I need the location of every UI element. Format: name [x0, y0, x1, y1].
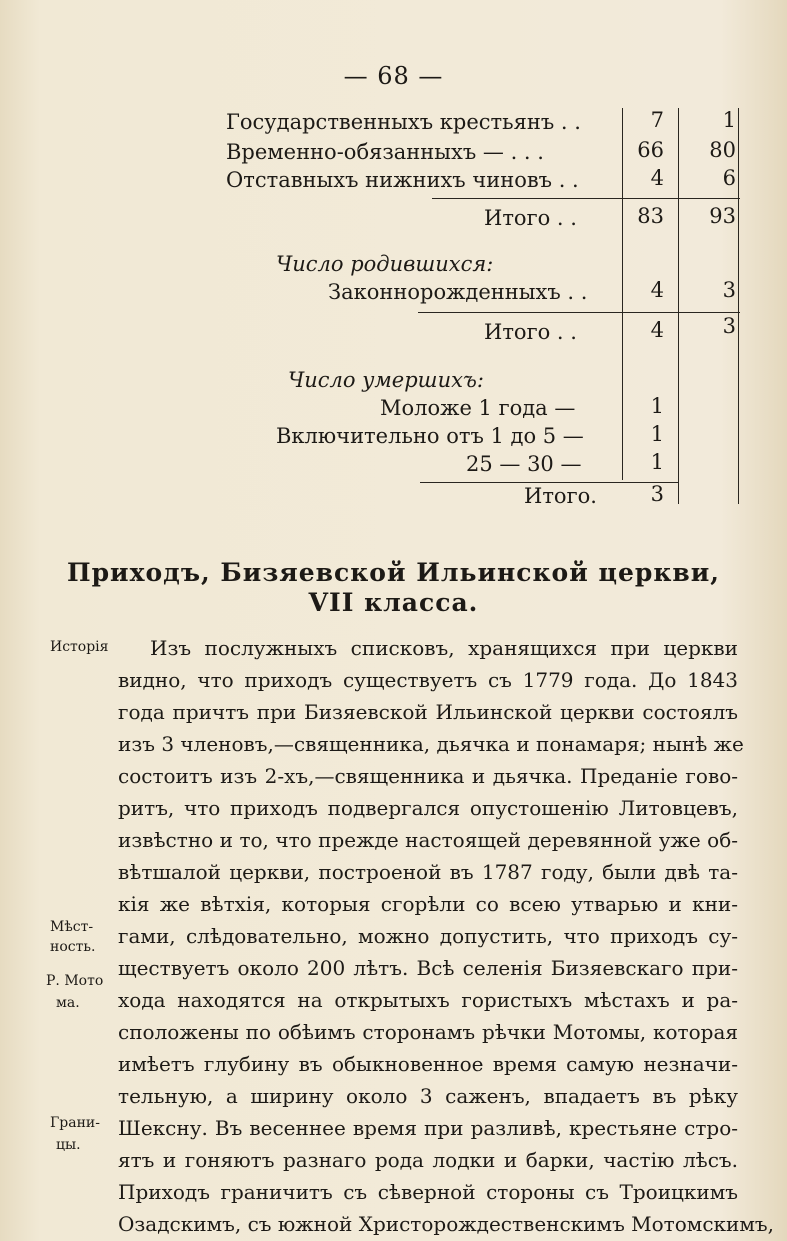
- text-line: кія же вѣтхія, которыя сгорѣли со всею утварью и кни-: [118, 892, 738, 916]
- table-total-rule: [418, 312, 740, 313]
- margin-note-borders: Грани-: [50, 1115, 100, 1131]
- text-line: имѣетъ глубину въ обыкновенное время самую незначи-: [118, 1052, 738, 1076]
- body-paragraph: [118, 632, 775, 1240]
- table-total-cell: 3: [722, 314, 736, 338]
- table-cell: 6: [722, 166, 736, 190]
- table-cell: 1: [650, 394, 664, 418]
- table-total-label: Итого . .: [484, 320, 577, 344]
- table-section-heading: Число умершихъ:: [288, 368, 485, 392]
- table-cell: 1: [650, 450, 664, 474]
- text-line: Изъ послужныхъ списковъ, хранящихся при церкви: [150, 636, 738, 660]
- table-cell: 3: [722, 278, 736, 302]
- table-total-cell: 3: [650, 482, 664, 506]
- margin-note-river: ма.: [56, 995, 80, 1011]
- table-row-label: Временно-обязанныхъ — . . .: [226, 140, 544, 164]
- section-heading: Приходъ, Бизяевской Ильинской церкви,: [66, 558, 721, 587]
- margin-note-locality: Мѣст-: [50, 919, 94, 935]
- table-row-label: 25 — 30 —: [466, 452, 582, 476]
- table-cell: 1: [722, 108, 736, 132]
- table-total-cell: 93: [709, 204, 736, 228]
- table-cell: 7: [650, 108, 664, 132]
- table-total-cell: 83: [637, 204, 664, 228]
- text-line: года причтъ при Бизяевской Ильинской церкви состоялъ: [118, 700, 738, 724]
- text-line: тельную, а ширину около 3 саженъ, впадаетъ въ рѣку: [118, 1084, 738, 1108]
- table-row-label: Отставныхъ нижнихъ чиновъ . .: [226, 168, 579, 192]
- text-line: Приходъ граничитъ съ сѣверной стороны съ Троицкимъ: [118, 1180, 738, 1204]
- table-total-label: Итого.: [524, 484, 597, 508]
- text-line: вѣтшалой церкви, построеной въ 1787 году, были двѣ та-: [118, 860, 738, 884]
- margin-note-history: Исторія: [50, 639, 109, 655]
- table-cell: 4: [650, 166, 664, 190]
- table-section-heading: Число родившихся:: [276, 252, 494, 276]
- table-cell: 66: [637, 138, 664, 162]
- text-line: гами, слѣдовательно, можно допустить, что приходъ су-: [118, 924, 738, 948]
- table-row-label: Включительно отъ 1 до 5 —: [276, 424, 584, 448]
- margin-note-locality: ность.: [50, 939, 96, 955]
- table-total-rule: [432, 198, 740, 199]
- table-cell: 1: [650, 422, 664, 446]
- margin-note-borders: цы.: [56, 1137, 81, 1153]
- table-total-label: Итого . .: [484, 206, 577, 230]
- section-heading-sub: VII класса.: [308, 588, 479, 617]
- table-cell: 4: [650, 278, 664, 302]
- text-line: состоитъ изъ 2-хъ,—священника и дьячка. Преданіе гово-: [118, 764, 738, 788]
- table-row-label: Государственныхъ крестьянъ . .: [226, 110, 581, 134]
- table-total-cell: 4: [650, 318, 664, 342]
- text-line: Шексну. Въ весеннее время при разливѣ, крестьяне стро-: [118, 1116, 738, 1140]
- text-line: видно, что приходъ существуетъ съ 1779 года. До 1843: [118, 668, 738, 692]
- text-line: ятъ и гоняютъ разнаго рода лодки и барки, частію лѣсъ.: [118, 1148, 738, 1172]
- table-rule-middle: [678, 108, 679, 504]
- text-line: Озадскимъ, съ южной Христорождественскимъ Мотомскимъ,: [118, 1212, 775, 1236]
- text-line: ритъ, что приходъ подвергался опустошенію Литовцевъ,: [118, 796, 738, 820]
- text-line: извѣстно и то, что прежде настоящей деревянной уже об-: [118, 828, 738, 852]
- page-number: — 68 —: [343, 62, 444, 90]
- text-line: изъ 3 членовъ,—священника, дьячка и понамаря; нынѣ же: [118, 732, 744, 756]
- table-rule-right: [738, 108, 739, 504]
- table-row-label: Моложе 1 года —: [380, 396, 576, 420]
- text-line: сположены по обѣимъ сторонамъ рѣчки Мотомы, которая: [118, 1020, 738, 1044]
- table-cell: 80: [709, 138, 736, 162]
- text-line: ществуетъ около 200 лѣтъ. Всѣ селенія Бизяевскаго при-: [118, 956, 738, 980]
- text-line: хода находятся на открытыхъ гористыхъ мѣстахъ и ра-: [118, 988, 738, 1012]
- table-row-label: Законнорожденныхъ . .: [328, 280, 588, 304]
- margin-note-river: Р. Мото: [46, 973, 104, 989]
